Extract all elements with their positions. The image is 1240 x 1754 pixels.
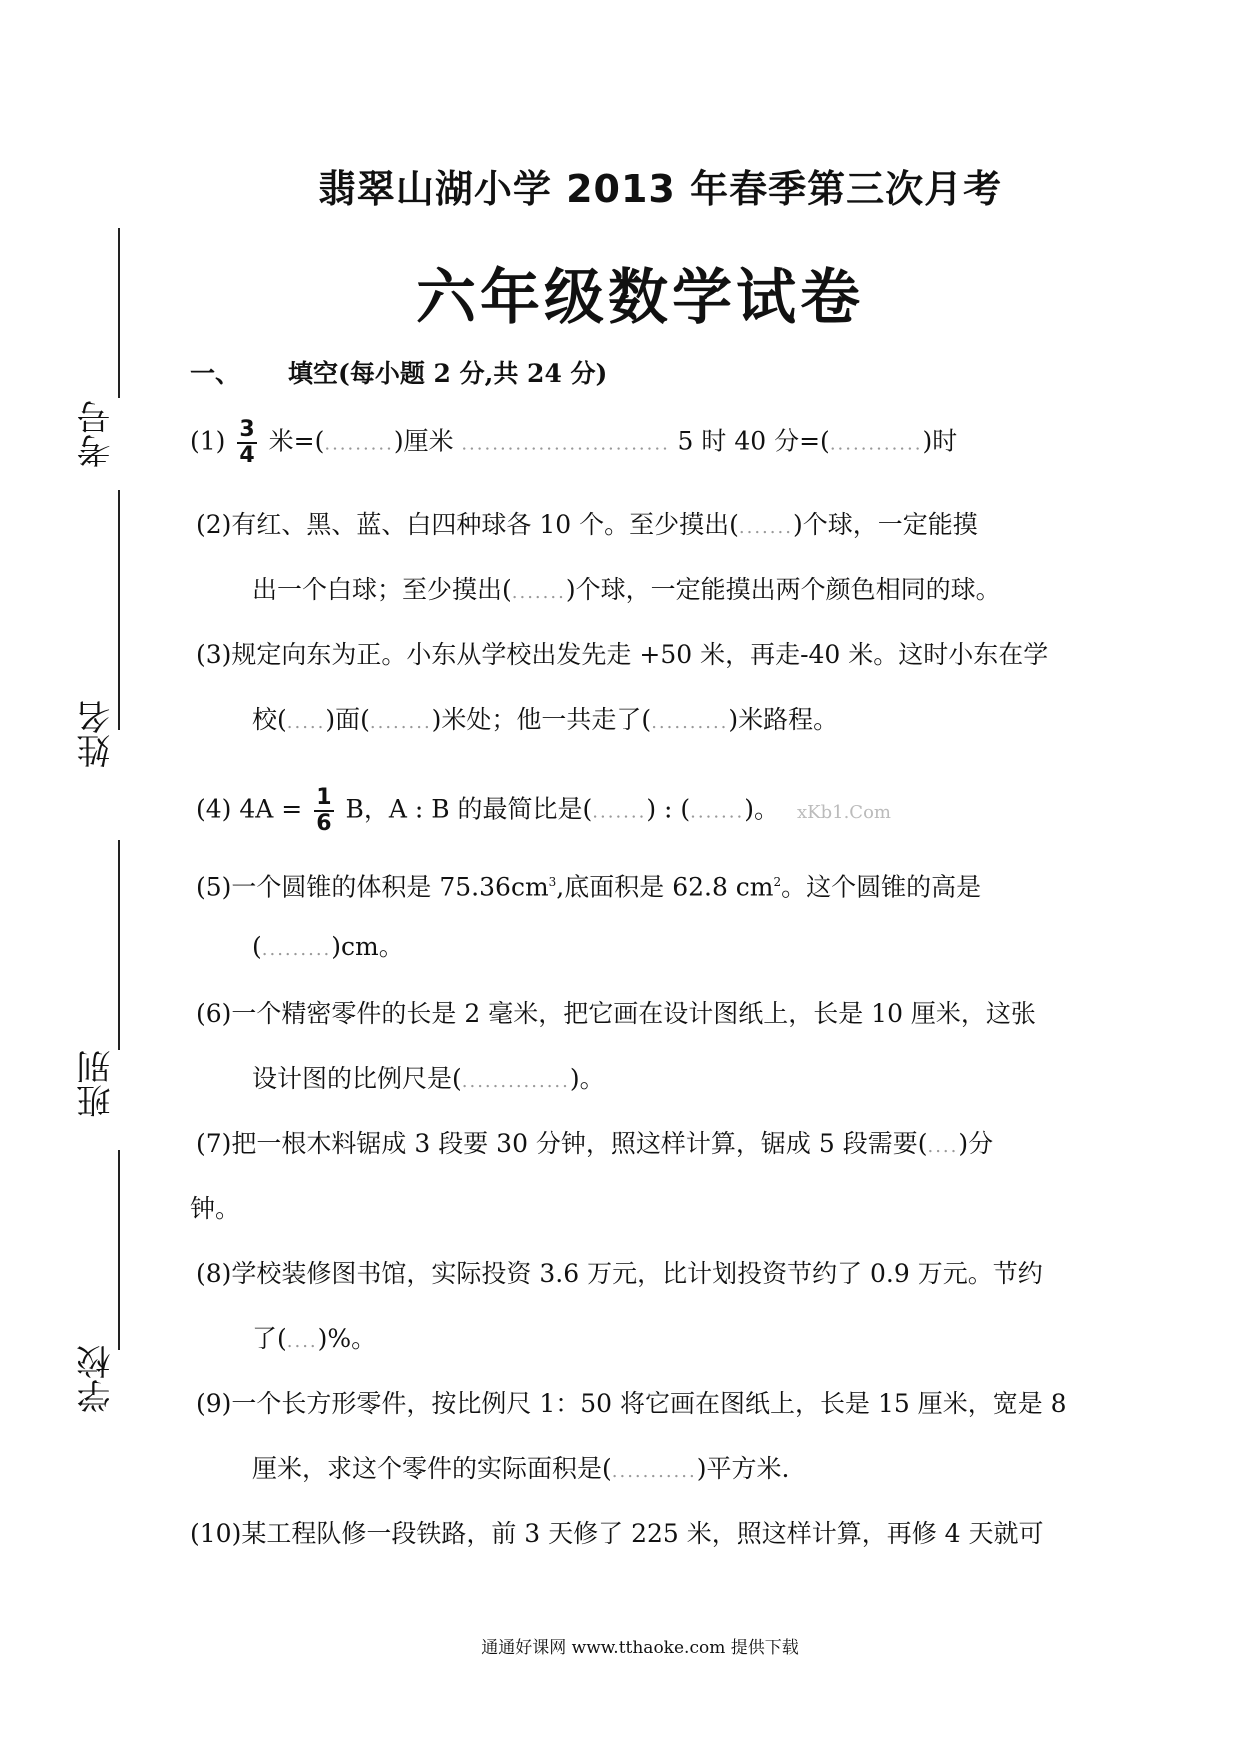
question-6-line-2: 设计图的比例尺是(..............)。 [252, 1064, 605, 1093]
question-9-line-2: 厘米，求这个零件的实际面积是(...........)平方米. [252, 1454, 790, 1483]
question-number: (5) [196, 872, 232, 902]
answer-blank[interactable]: ....... [592, 801, 647, 823]
question-number: (6) [196, 999, 232, 1028]
sidebar-label-name: 姓名 [77, 700, 117, 768]
question-1: (1) $\frac{3}{4}$ 米=(.........)厘米 ........................... 5 时 40 分=(............)时 [190, 417, 958, 468]
question-number: (2) [196, 510, 232, 539]
question-5-line-2: (.........)cm。 [252, 932, 404, 961]
answer-blank[interactable]: ........ [369, 712, 432, 733]
answer-blank[interactable]: ......... [324, 433, 394, 455]
question-number: (8) [196, 1259, 232, 1288]
answer-blank[interactable]: ......... [261, 939, 332, 960]
answer-blank[interactable]: .............. [461, 1071, 570, 1092]
question-3-line-2: 校(.....)面(........)米处；他一共走了(..........)米路程。 [252, 705, 839, 734]
section-heading [190, 354, 607, 390]
question-2-line-2: 出一个白球；至少摸出(.......)个球，一定能摸出两个颜色相同的球。 [252, 575, 1001, 604]
fraction: $\frac{1}{6}$ [316, 785, 332, 836]
question-7-line-2: 钟。 [190, 1194, 241, 1223]
question-number: (4) [196, 794, 232, 824]
sidebar-line [118, 840, 120, 1050]
section-number: 一、 [190, 359, 241, 388]
question-5-line-1: (5)一个圆锥的体积是 $75.36cm^3$,底面积是 62.8 $cm^2$。这个圆锥的高是 [196, 872, 982, 902]
answer-blank[interactable]: ....... [738, 517, 793, 538]
question-number: (1) [190, 426, 226, 456]
answer-blank[interactable]: ..... [286, 712, 326, 733]
question-7-line-1: (7)把一根木料锯成 3 段要 30 分钟，照这样计算，锯成 5 段需要(....)分 [196, 1129, 994, 1158]
answer-blank[interactable]: ........... [611, 1461, 697, 1482]
fraction: $\frac{3}{4}$ [239, 417, 255, 468]
answer-blank[interactable]: ....... [690, 801, 745, 823]
question-number: (3) [196, 640, 232, 669]
question-number: (7) [196, 1129, 232, 1158]
question-8-line-2: 了(....)%。 [252, 1324, 377, 1353]
question-8-line-1: (8)学校装修图书馆，实际投资 3.6 万元，比计划投资节约了 0.9 万元。节约 [196, 1259, 1043, 1288]
sidebar-line [118, 1150, 120, 1350]
leader-dots: ........................... [453, 433, 678, 455]
answer-blank[interactable]: .... [927, 1136, 959, 1157]
answer-blank[interactable]: ....... [511, 582, 566, 603]
question-4: (4) 4A = $\frac{1}{6}$ B，A : B 的最简比是(.......) : (.......)。 xKb1.Com [196, 785, 891, 836]
question-number: (10) [190, 1519, 242, 1548]
question-6-line-1: (6)一个精密零件的长是 2 毫米，把它画在设计图纸上，长是 10 厘米，这张 [196, 999, 1036, 1028]
footer-credit: 通通好课网 www.tthaoke.com 提供下载 [481, 1638, 799, 1658]
sidebar-line [118, 228, 120, 398]
school-title: 翡翠山湖小学 2013 年春季第三次月考 [317, 167, 1003, 211]
answer-blank[interactable]: .... [286, 1331, 318, 1352]
exam-title: 六年级数学试卷 [416, 263, 864, 333]
watermark: xKb1.Com [797, 801, 891, 823]
sidebar-label-school: 学校 [77, 1345, 117, 1413]
question-2-line-1: (2)有红、黑、蓝、白四种球各 10 个。至少摸出(.......)个球，一定能摸 [196, 510, 978, 539]
sidebar-label-class: 班别 [77, 1050, 117, 1118]
section-title: 填空(每小题 2 分,共 24 分) [288, 359, 608, 388]
sidebar-line [118, 490, 120, 730]
answer-blank[interactable]: ............ [829, 433, 923, 455]
question-10-line-1: (10)某工程队修一段铁路，前 3 天修了 225 米，照这样计算，再修 4 天就可 [190, 1519, 1044, 1548]
question-3-line-1: (3)规定向东为正。小东从学校出发先走 +50 米，再走-40 米。这时小东在学 [196, 640, 1049, 669]
question-9-line-1: (9)一个长方形零件，按比例尺 1：50 将它画在图纸上，长是 15 厘米，宽是 8 [196, 1389, 1067, 1418]
answer-blank[interactable]: .......... [651, 712, 729, 733]
sidebar-label-exam-number: 考号 [77, 400, 117, 468]
question-number: (9) [196, 1389, 232, 1418]
